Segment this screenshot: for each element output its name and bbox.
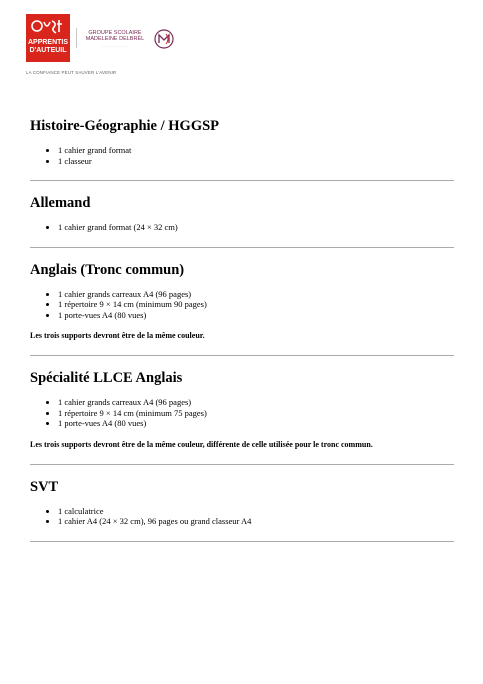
logo-line-2: D'AUTEUIL <box>29 47 67 54</box>
section-title: Spécialité LLCE Anglais <box>30 370 183 386</box>
list-item: • 1 cahier grands carreaux A4 (96 pages) <box>58 397 454 408</box>
section-llce-anglais <box>30 370 454 450</box>
list-item: • 1 répertoire 9 × 14 cm (minimum 75 pages) <box>58 408 454 419</box>
section-allemand <box>30 195 454 233</box>
list-item: • 1 calculatrice <box>58 506 454 517</box>
apprentis-dauteuil-logo <box>26 14 70 62</box>
section-separator <box>30 355 454 356</box>
header-divider <box>76 28 77 48</box>
list-item: • 1 cahier grand format <box>58 145 454 156</box>
list-item: • 1 porte-vues A4 (80 vues) <box>58 310 454 321</box>
list-item: • 1 cahier grand format (24 × 32 cm) <box>58 222 454 233</box>
section-note: Les trois supports devront être de la même couleur, différente de celle utilisée pour le tronc commun. <box>30 439 373 449</box>
item-list <box>30 397 454 429</box>
supplies-list <box>30 118 454 556</box>
section-separator <box>30 247 454 248</box>
item-list <box>30 145 454 166</box>
school-line-1: GROUPE SCOLAIRE <box>88 30 142 36</box>
section-svt <box>30 479 454 527</box>
item-list <box>30 506 454 527</box>
logo-glyph-icon <box>30 17 66 35</box>
logo-text <box>26 39 70 55</box>
list-item: • 1 répertoire 9 × 14 cm (minimum 90 pages) <box>58 299 454 310</box>
page-header <box>26 14 326 80</box>
section-anglais-tronc-commun <box>30 262 454 342</box>
section-title: Histoire-Géographie / HGGSP <box>30 118 220 134</box>
item-list <box>30 289 454 321</box>
school-fine-print: ··························· <box>101 44 129 48</box>
list-item: • 1 cahier A4 (24 × 32 cm), 96 pages ou grand classeur A4 <box>58 516 454 527</box>
section-separator <box>30 541 454 542</box>
school-line-2: MADELEINE DELBRÊL <box>85 36 145 42</box>
tagline: LA CONFIANCE PEUT SAUVER L'AVENIR <box>26 70 117 75</box>
section-separator <box>30 464 454 465</box>
section-separator <box>30 180 454 181</box>
item-list <box>30 222 454 233</box>
list-item: • 1 porte-vues A4 (80 vues) <box>58 418 454 429</box>
section-title: SVT <box>30 478 59 495</box>
school-name <box>80 30 150 49</box>
list-item: • 1 cahier grands carreaux A4 (96 pages) <box>58 289 454 300</box>
school-emblem-icon <box>153 28 175 50</box>
list-item: • 1 classeur <box>58 156 454 167</box>
section-note: Les trois supports devront être de la même couleur. <box>30 331 205 340</box>
section-histoire-geographie <box>30 118 454 166</box>
section-title: Allemand <box>30 195 91 211</box>
section-title: Anglais (Tronc commun) <box>30 261 185 278</box>
logo-line-1: APPRENTIS <box>27 39 69 46</box>
